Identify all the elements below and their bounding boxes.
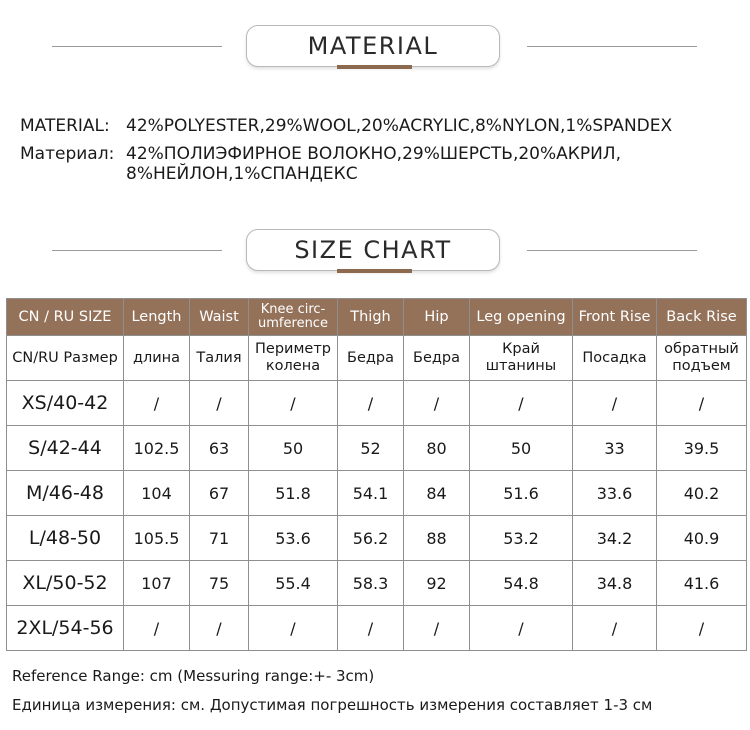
table-cell: 33 [573, 426, 657, 471]
table-cell: 53.6 [249, 516, 338, 561]
table-cell: 105.5 [124, 516, 190, 561]
table-cell: 54.8 [470, 561, 573, 606]
table-cell: / [190, 381, 249, 426]
table-cell: / [124, 381, 190, 426]
table-cell: 50 [249, 426, 338, 471]
material-ru-label: Материал: [20, 144, 115, 164]
table-cell: 51.6 [470, 471, 573, 516]
table-cell: / [249, 606, 338, 651]
ru-header-cell: Посадка [573, 336, 657, 381]
table-cell: 34.8 [573, 561, 657, 606]
size-cell: S/42-44 [7, 426, 124, 471]
table-cell: 107 [124, 561, 190, 606]
material-en-row [20, 116, 673, 137]
table-cell: / [338, 381, 404, 426]
table-cell: / [124, 606, 190, 651]
header-cell: Waist [190, 299, 249, 336]
header-cell: Hip [404, 299, 470, 336]
table-cell: / [657, 381, 747, 426]
divider-left [52, 46, 222, 47]
header-cell: Front Rise [573, 299, 657, 336]
table-cell: / [573, 606, 657, 651]
size-table [6, 298, 747, 651]
table-cell: 55.4 [249, 561, 338, 606]
material-title: MATERIAL [246, 25, 500, 67]
size-cell: M/46-48 [7, 471, 124, 516]
material-heading [0, 25, 750, 73]
table-cell: / [573, 381, 657, 426]
table-cell: 63 [190, 426, 249, 471]
table-cell: 33.6 [573, 471, 657, 516]
material-ru-row-2 [20, 164, 358, 185]
material-ru-value-line2: 8%НЕЙЛОН,1%СПАНДЕКС [126, 164, 358, 184]
ru-header-cell: длина [124, 336, 190, 381]
header-row [7, 299, 747, 336]
table-cell: / [249, 381, 338, 426]
accent-bar [337, 65, 412, 69]
table-cell: 56.2 [338, 516, 404, 561]
table-cell: 92 [404, 561, 470, 606]
table-cell: 39.5 [657, 426, 747, 471]
header-cell: Back Rise [657, 299, 747, 336]
table-cell: / [470, 381, 573, 426]
ru-header-cell: Периметр колена [249, 336, 338, 381]
ru-header-cell: Бедра [404, 336, 470, 381]
table-cell: 80 [404, 426, 470, 471]
table-row [7, 471, 747, 516]
table-cell: 88 [404, 516, 470, 561]
table-cell: 50 [470, 426, 573, 471]
table-row [7, 561, 747, 606]
accent-bar [337, 269, 412, 273]
reference-range-en: Reference Range: cm (Messuring range:+- 3cm) [12, 667, 375, 685]
table-cell: 54.1 [338, 471, 404, 516]
ru-header-row [7, 336, 747, 381]
table-cell: 34.2 [573, 516, 657, 561]
table-row [7, 381, 747, 426]
table-cell: 102.5 [124, 426, 190, 471]
header-cell: Length [124, 299, 190, 336]
ru-header-cell: обратный подъем [657, 336, 747, 381]
table-cell: 58.3 [338, 561, 404, 606]
size-cell: L/48-50 [7, 516, 124, 561]
material-ru-value-line1: 42%ПОЛИЭФИРНОЕ ВОЛОКНО,29%ШЕРСТЬ,20%АКРИЛ, [126, 144, 621, 164]
table-cell: 104 [124, 471, 190, 516]
divider-right [527, 250, 697, 251]
material-en-label: MATERIAL: [20, 116, 110, 136]
table-cell: 71 [190, 516, 249, 561]
table-cell: 84 [404, 471, 470, 516]
table-cell: 67 [190, 471, 249, 516]
ru-header-cell: Талия [190, 336, 249, 381]
reference-range-ru: Единица измерения: см. Допустимая погрешность измерения составляет 1-3 см [12, 696, 653, 714]
header-cell: CN / RU SIZE [7, 299, 124, 336]
material-ru-row [20, 144, 621, 165]
table-cell: / [404, 381, 470, 426]
table-cell: 53.2 [470, 516, 573, 561]
table-row [7, 606, 747, 651]
table-cell: 41.6 [657, 561, 747, 606]
size-chart-title: SIZE CHART [246, 229, 500, 271]
header-cell: Leg opening [470, 299, 573, 336]
header-cell: Thigh [338, 299, 404, 336]
header-cell: Knee circ-umference [249, 299, 338, 336]
divider-left [52, 250, 222, 251]
table-cell: 52 [338, 426, 404, 471]
ru-header-cell: Край штанины [470, 336, 573, 381]
table-cell: / [470, 606, 573, 651]
table-cell: 40.9 [657, 516, 747, 561]
size-cell: XS/40-42 [7, 381, 124, 426]
table-row [7, 426, 747, 471]
ru-header-cell: Бедра [338, 336, 404, 381]
table-cell: 75 [190, 561, 249, 606]
table-cell: / [338, 606, 404, 651]
material-en-value: 42%POLYESTER,29%WOOL,20%ACRYLIC,8%NYLON,1%SPANDEX [126, 116, 673, 136]
size-cell: 2XL/54-56 [7, 606, 124, 651]
table-cell: 40.2 [657, 471, 747, 516]
table-cell: / [657, 606, 747, 651]
table-cell: 51.8 [249, 471, 338, 516]
table-cell: / [404, 606, 470, 651]
table-cell: / [190, 606, 249, 651]
divider-right [527, 46, 697, 47]
table-row [7, 516, 747, 561]
size-cell: XL/50-52 [7, 561, 124, 606]
ru-header-cell: CN/RU Размер [7, 336, 124, 381]
size-chart-heading [0, 229, 750, 277]
